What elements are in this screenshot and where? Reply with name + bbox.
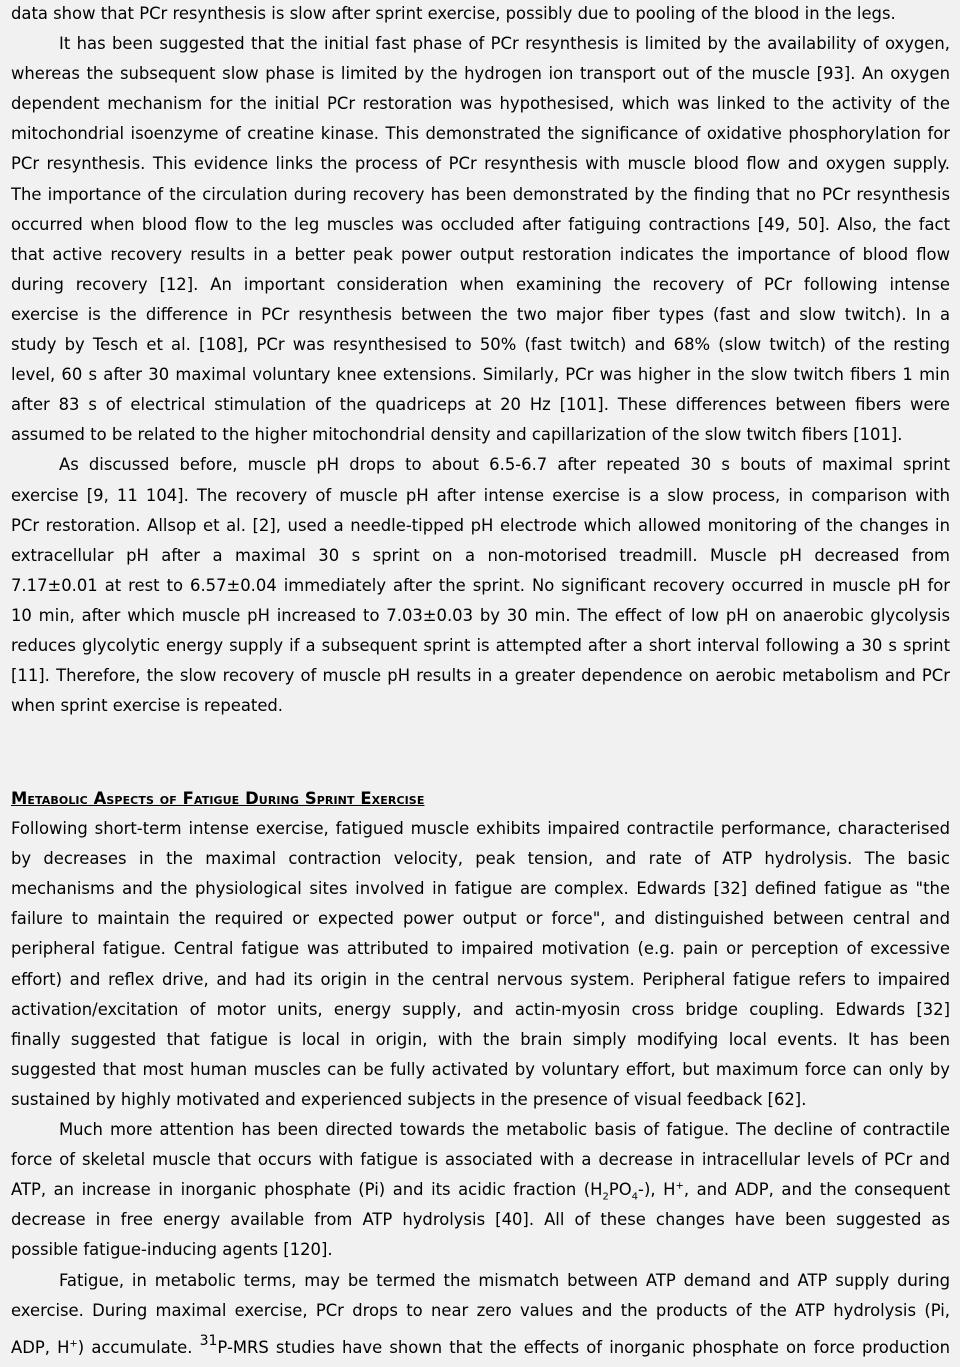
superscript: + [675,1180,684,1192]
text-line-formula [11,1175,950,1205]
text-line: assumed to be related to the higher mitochondrial density and capillarization of the slow twitch fibers [101]. [11,425,903,445]
text-line: dependent mechanism for the initial PCr restoration was hypothesised, which was linked to the activity of the [11,94,950,114]
text-line: reduces glycolytic energy supply if a subsequent sprint is attempted after a short interval following a 30 s sprint [11,635,950,655]
text-fragment: P-MRS studies have shown that the effects of inorganic phosphate on force production [217,1337,950,1357]
text-line: 7.17±0.01 at rest to 6.57±0.04 immediately after the sprint. No significant recovery occurred in muscle pH for [11,575,950,595]
subscript: 2 [602,1191,609,1203]
text-line: data show that PCr resynthesis is slow after sprint exercise, possibly due to pooling of the blood in the legs. [11,4,896,23]
text-fragment: ATP, an increase in inorganic phosphate (Pi) and its acidic fraction (H [11,1180,603,1200]
text-line: mitochondrial isoenzyme of creatine kinase. This demonstrated the significance of oxidative phosphorylation for [11,124,950,144]
text-line: exercise. During maximal exercise, PCr drops to near zero values and the products of the ATP hydrolysis (Pi, [11,1300,950,1320]
text-fragment: ADP, H [11,1337,70,1357]
text-line: extracellular pH after a maximal 30 s sprint on a non-motorised treadmill. Muscle pH decreased from [11,545,950,565]
text-line: effort) and reflex drive, and had its origin in the central nervous system. Peripheral fatigue refers to impaired [11,969,950,989]
text-line: activation/excitation of motor units, energy supply, and actin-myosin cross bridge coupling. Edwards [32] [11,999,950,1019]
text-line: decrease in free energy available from ATP hydrolysis [40]. All of these changes have been suggested as [11,1210,950,1230]
section1-body [11,0,950,721]
text-line: Much more attention has been directed towards the metabolic basis of fatigue. The decline of contractile [59,1120,950,1140]
text-line: As discussed before, muscle pH drops to about 6.5-6.7 after repeated 30 s bouts of maximal sprint [59,455,950,475]
text-line: whereas the subsequent slow phase is limited by the hydrogen ion transport out of the muscle [93]. An oxygen [11,64,950,84]
text-line: when sprint exercise is repeated. [11,696,284,716]
text-fragment: , and ADP, and the consequent [683,1180,950,1200]
text-line: It has been suggested that the initial fast phase of PCr resynthesis is limited by the availability of oxygen, [59,34,950,54]
text-line: by decreases in the maximal contraction velocity, peak tension, and rate of ATP hydrolysis. The basic [11,849,950,869]
text-line: level, 60 s after 30 maximal voluntary knee extensions. Similarly, PCr was higher in the slow twitch fibers 1 min [11,365,950,385]
text-line: Following short-term intense exercise, fatigued muscle exhibits impaired contractile performance, characterised [11,819,950,839]
text-line: PCr restoration. Allsop et al. [2], used a needle-tipped pH electrode which allowed monitoring of the changes in [11,515,950,535]
text-line: occurred when blood flow to the leg muscles was occluded after fatiguing contractions [49, 50]. Also, the fact [11,214,950,234]
text-line: failure to maintain the required or expected power output or force", and distinguished between central and [11,909,950,929]
text-fragment: ) accumulate. [77,1337,200,1357]
text-line: mechanisms and the physiological sites involved in fatigue are complex. Edwards [32] defined fatigue as "the [11,879,950,899]
text-line: force of skeletal muscle that occurs with fatigue is associated with a decrease in intracellular levels of PCr and [11,1150,950,1170]
text-line: finally suggested that fatigue is local in origin, with the brain simply modifying local events. It has been [11,1029,950,1049]
text-line: exercise [9, 11 104]. The recovery of muscle pH after intense exercise is a slow process, in comparison with [11,485,950,505]
text-line: sustained by highly motivated and experienced subjects in the presence of visual feedback [62]. [11,1089,807,1109]
text-line: exercise is the difference in PCr resynthesis between the two major fiber types (fast and slow twitch). In a [11,304,950,324]
text-line: The importance of the circulation during recovery has been demonstrated by the finding that no PCr resynthesis [11,184,950,204]
text-line: after 83 s of electrical stimulation of the quadriceps at 20 Hz [101]. These differences between fibers were [11,395,950,415]
text-line-formula [11,1326,950,1356]
superscript: + [69,1338,78,1350]
text-line: 10 min, after which muscle pH increased to 7.03±0.03 by 30 min. The effect of low pH on anaerobic glycolysis [11,605,950,625]
subscript: 4 [631,1191,639,1203]
text-line: PCr resynthesis. This evidence links the process of PCr resynthesis with muscle blood flow and oxygen supply. [11,154,950,174]
text-line: during recovery [12]. An important consideration when examining the recovery of PCr following intense [11,274,950,294]
text-line: that active recovery results in a better peak power output restoration indicates the importance of blood flow [11,244,950,264]
text-line: [11]. Therefore, the slow recovery of muscle pH results in a greater dependence on aerobic metabolism and PCr [11,666,950,686]
section2 [11,784,950,1356]
text-line: peripheral fatigue. Central fatigue was attributed to impaired motivation (e.g. pain or perception of excessive [11,939,950,959]
text-line: Fatigue, in metabolic terms, may be termed the mismatch between ATP demand and ATP supply during [59,1270,950,1290]
superscript: 31 [199,1332,218,1349]
text-line: possible fatigue-inducing agents [120]. [11,1240,333,1260]
text-line: study by Tesch et al. [108], PCr was resynthesised to 50% (fast twitch) and 68% (slow twitch) of the resting [11,335,950,355]
text-fragment: -), H [638,1180,676,1200]
section-heading: Metabolic Aspects of Fatigue During Sprint Exercise [11,789,425,808]
text-fragment: PO [608,1180,632,1200]
text-line: suggested that most human muscles can be fully activated by voluntary effort, but maximum force can only by [11,1059,950,1079]
